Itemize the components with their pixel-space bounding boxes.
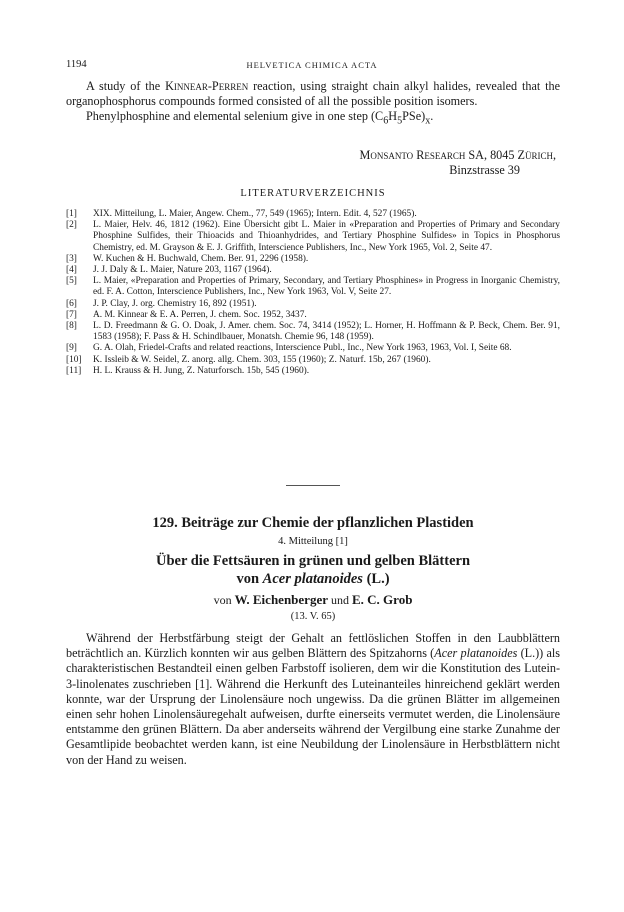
reference-item <box>66 366 560 377</box>
article-title-2 <box>66 552 560 588</box>
affiliation <box>66 148 560 178</box>
title-species: Acer platanoides <box>262 571 363 587</box>
article-body <box>66 631 560 768</box>
reference-item <box>66 220 560 254</box>
page-number: 1194 <box>66 59 87 70</box>
formula-subscript: 5 <box>397 115 403 127</box>
affiliation-street: Binzstrasse 39 <box>449 163 520 177</box>
summary-paragraph <box>66 79 560 109</box>
reference-item <box>66 254 560 265</box>
article-date: (13. V. 65) <box>290 611 336 622</box>
formula-end: . <box>430 109 434 123</box>
reference-number: [11] <box>66 365 82 376</box>
formula-subscript: 6 <box>383 115 389 127</box>
article-authors <box>66 592 560 608</box>
reference-text: L. Maier, «Preparation and Properties of Primary, Secondary, and Tertiary Phosphines» in Progress in Inorganic Chemistry, ed. F. A. Cotton, Interscience Publishers, Inc., New York 1963, Vol. V, Seite 27. <box>93 276 560 298</box>
reference-number: [8] <box>66 321 77 332</box>
reference-number: [7] <box>66 309 77 320</box>
reference-item <box>66 209 560 220</box>
body-text-a: Während der Herbstfärbung steigt der Gehalt an fettlöslichen Stoffen in den Laubblättern beträchtlich an. Kürzlich konnten wir aus gelben Blättern des Spitzahorns ( <box>66 631 560 661</box>
formula-subscript: x <box>425 115 431 127</box>
reference-item <box>66 321 560 343</box>
article-title: 129. Beiträge zur Chemie der pflanzlichen Plastiden <box>152 515 474 531</box>
journal-name: HELVETICA CHIMICA ACTA <box>246 60 378 70</box>
summary-text <box>66 79 560 128</box>
article-subtitle: 4. Mitteilung [1] <box>278 536 348 547</box>
reference-text: K. Issleib & W. Seidel, Z. anorg. allg. Chem. 303, 155 (1960); Z. Naturf. 15b, 267 (1960). <box>93 354 431 365</box>
reference-text: J. P. Clay, J. org. Chemistry 16, 892 (1951). <box>93 298 257 309</box>
summary-text-a: A study of the <box>86 79 161 93</box>
reference-number: [5] <box>66 276 77 287</box>
reference-number: [9] <box>66 343 77 354</box>
reference-text: L. D. Freedmann & G. O. Doak, J. Amer. chem. Soc. 74, 3414 (1952); L. Horner, H. Hoffmann & P. Beck, Chem. Ber. 91, 1583 (1958); F. Pass & H. Schindlbauer, Monatsh. Chemie 96, 148 (1959). <box>93 321 560 343</box>
reference-text: W. Kuchen & H. Buchwald, Chem. Ber. 91, 2296 (1958). <box>93 253 309 264</box>
section-divider <box>286 485 340 486</box>
reference-text: H. L. Krauss & H. Jung, Z. Naturforsch. 15b, 545 (1960). <box>93 365 310 376</box>
author-2: E. C. Grob <box>351 592 413 607</box>
reference-text: A. M. Kinnear & E. A. Perren, J. chem. Soc. 1952, 3437. <box>93 309 307 320</box>
authors-und: und <box>330 593 349 607</box>
reference-text: L. Maier, Helv. 46, 1812 (1962). Eine Übersicht gibt L. Maier in «Preparation and Properties of Primary and Secondary Phosphine Sulfides, their Thioacids and Thioanhydrides, and Tertiary Phosphine Sulfides» in Topics in Phosphorus Chemistry, ed. M. Grayson & E. J. Griffith, Interscience Publishers, Inc., New York 1965, Vol. 2, Seite 47. <box>93 220 560 253</box>
summary-paragraph-2 <box>66 109 560 128</box>
author-1: W. Eichenberger <box>234 592 328 607</box>
formula-part: H <box>388 109 398 123</box>
body-paragraph <box>66 631 560 768</box>
reference-item <box>66 343 560 354</box>
reference-number: [1] <box>66 209 77 219</box>
title-authority: (L.) <box>366 571 390 587</box>
reference-number: [10] <box>66 354 82 365</box>
authors-von: von <box>213 593 232 607</box>
reference-item <box>66 299 560 310</box>
formula-part: PSe) <box>402 109 426 123</box>
summary-text-b: reaction, using straight chain alkyl halides, revealed that the organophosphorus compounds formed consisted of all the possible position isomers. <box>66 79 561 108</box>
reference-number: [6] <box>66 298 77 309</box>
reference-item <box>66 276 560 298</box>
reaction-name: Kinnear-Perren <box>165 79 249 93</box>
reference-text: J. J. Daly & L. Maier, Nature 203, 1167 (1964). <box>93 265 272 276</box>
title-von: von <box>236 571 260 587</box>
article-title-2-line1: Über die Fettsäuren in grünen und gelben Blättern <box>155 553 471 569</box>
running-header <box>66 59 558 71</box>
reference-number: [4] <box>66 265 77 276</box>
reference-item <box>66 265 560 276</box>
reference-item <box>66 310 560 321</box>
article-title-2-line2 <box>66 570 560 588</box>
reference-list <box>66 209 560 377</box>
reference-number: [2] <box>66 220 77 231</box>
reference-item <box>66 355 560 366</box>
reference-number: [3] <box>66 253 77 264</box>
references-heading: LITERATURVERZEICHNIS <box>240 188 386 199</box>
body-species: Acer platanoides <box>434 646 518 661</box>
body-text-b: (L.)) als charakteristischen Bestandteil einen gelben Farbstoff isolieren, dem wir die Konstitution des Lutein-3-linolenates zuschrieben [1]. Während die Herkunft des Luteinanteiles hinreichend geklärt werden konnte, war der Ursprung der Linolensäure noch ungewiss. Da die grünen Blätter im allgemeinen einen sehr hohen Linolensäuregehalt aufweisen, durfte einerseits vermutet werden, die Linolensäure entstamme den grünen Blättern. Da aber anderseits während der Vergilbung eine starke Zunahme der Gesamtlipide beobachtet werden kann, ist eine Neubildung der Linolensäure in Herbstblättern nicht von der Hand zu weisen. <box>66 646 560 767</box>
reference-text: G. A. Olah, Friedel-Crafts and related reactions, Interscience Publ., Inc., New York 1963, 1963, Vol. I, Seite 68. <box>93 343 512 354</box>
affiliation-org: Monsanto Research SA, 8045 Zürich, <box>359 148 556 162</box>
formula-start: Phenylphosphine and elemental selenium give in one step (C <box>86 109 384 123</box>
reference-text: XIX. Mitteilung, L. Maier, Angew. Chem., 77, 549 (1965); Intern. Edit. 4, 527 (1965). <box>93 209 417 219</box>
